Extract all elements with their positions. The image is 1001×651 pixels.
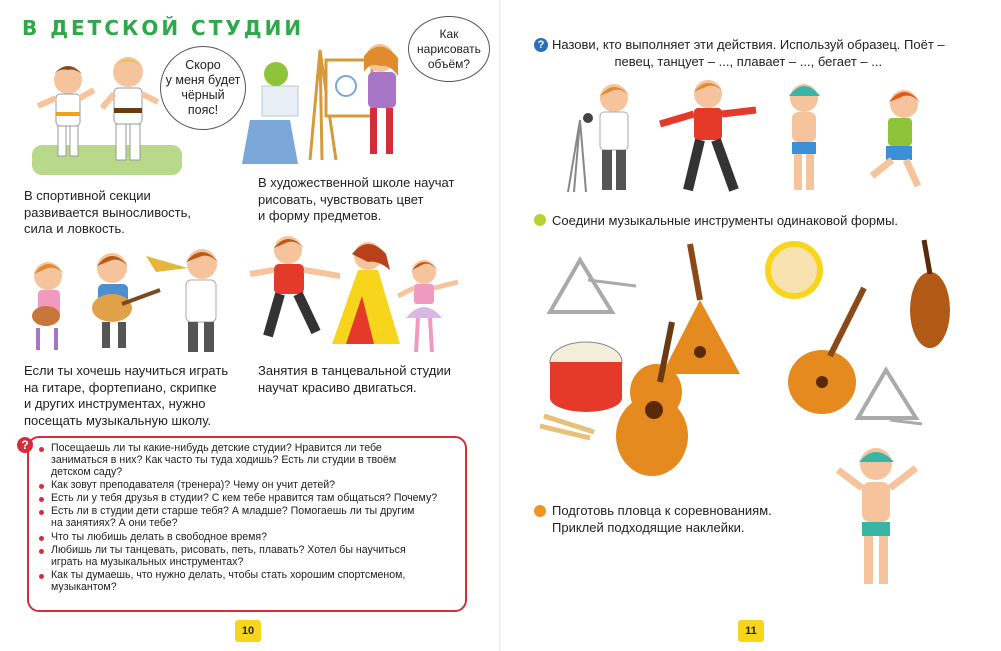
question-item: Как ты думаешь, что нужно делать, чтобы стать хорошим спортсменом, музыкантом? <box>37 570 457 594</box>
question-item: Есть ли у тебя друзья в студии? С кем тебе нравится там общаться? Почему? <box>37 493 457 505</box>
task-question-icon: ? <box>534 38 548 52</box>
text-sport: В спортивной секции развивается выносливость, сила и ловкость. <box>24 188 192 236</box>
dance-class-illustration <box>250 236 470 356</box>
text-art: В художественной школе научат рисовать, чувствовать цвет и форму предметов. <box>258 175 455 223</box>
question-item: Любишь ли ты танцевать, рисовать, петь, плавать? Хотел бы научиться играть на музыкальных инструментах? <box>37 545 457 569</box>
question-item: Что ты любишь делать в свободное время? <box>37 532 457 544</box>
left-page <box>0 0 500 651</box>
page-number-left: 10 <box>235 620 261 642</box>
swimmer-illustration <box>832 448 922 588</box>
text-dance: Занятия в танцевальной студии научат красиво двигаться. <box>258 363 451 395</box>
question-item: Есть ли в студии дети старше тебя? А младше? Помогаешь ли ты другим на занятиях? А они тебе? <box>37 506 457 530</box>
question-icon: ? <box>17 437 33 453</box>
professions-illustration <box>566 80 936 195</box>
task-marker-green <box>534 214 546 226</box>
art-class-illustration <box>240 40 420 170</box>
speech-bubble-art: Как нарисовать объём? <box>408 16 490 82</box>
question-item: Как зовут преподавателя (тренера)? Чему он учит детей? <box>37 480 457 492</box>
task-instruments: Соедини музыкальные инструменты одинаковой формы. <box>552 213 899 228</box>
question-item: Посещаешь ли ты какие-нибудь детские студии? Нравится ли тебе заниматься в них? Как часто ты туда ходишь? Есть ли студии в твоём детском саду? <box>37 443 457 478</box>
music-class-illustration <box>26 244 226 354</box>
task-marker-orange <box>534 505 546 517</box>
task-professions: Назови, кто выполняет эти действия. Используй образец. Поёт – певец, танцует – ..., плавает – ..., бегает – ... <box>552 37 945 69</box>
speech-bubble-karate: Скоро у меня будет чёрный пояс! <box>160 46 246 130</box>
task-swimmer: Подготовь пловца к соревнованиям. Приклей подходящие наклейки. <box>552 503 772 535</box>
questions-list <box>37 443 457 594</box>
page-title: В ДЕТСКОЙ СТУДИИ <box>22 16 305 40</box>
right-page <box>500 0 1001 651</box>
questions-box <box>27 436 467 612</box>
page-number-right: 11 <box>738 620 764 642</box>
text-music: Если ты хочешь научиться играть на гитаре, фортепиано, скрипке и других инструментах, нужно посещать музыкальную школу. <box>24 363 229 428</box>
